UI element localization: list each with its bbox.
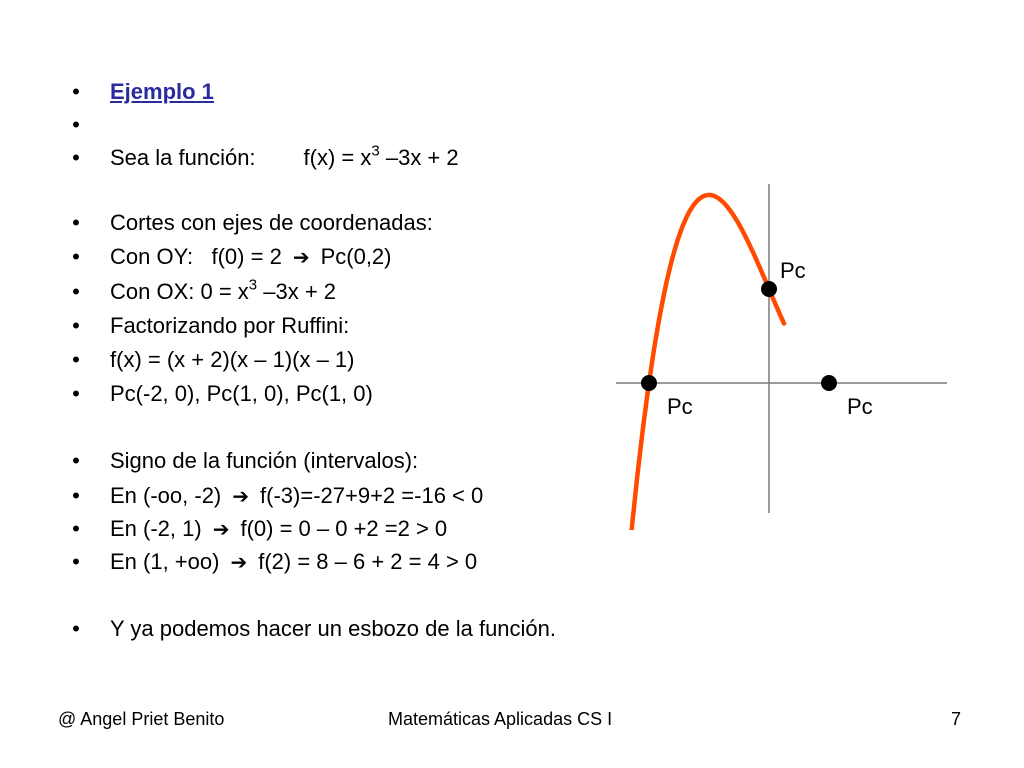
bullet-text [110,77,214,107]
bullet-dot: • [72,145,80,170]
bullet-text [110,446,418,476]
bullet-dot: • [72,616,80,641]
arrow-left-text: En (-2, 1) [110,516,202,541]
points-layer [641,281,837,391]
function-intro-label: Sea la función: [110,145,256,170]
bullet-text [110,547,477,577]
point-label-left-cut: Pc [667,394,693,419]
point-label-y-cut: Pc [780,258,806,283]
bullet-dot: • [72,516,80,541]
bullet-text [110,345,355,375]
function-graph [600,140,970,530]
arrow-left-text: En (1, +oo) [110,549,220,574]
footer-course: Matemáticas Aplicadas CS I [388,709,613,729]
bullet-dot: • [72,112,80,137]
point-label-right-cut: Pc [847,394,873,419]
exponent: 3 [371,142,380,160]
critical-point-marker [761,281,777,297]
slide-title-link[interactable]: Ejemplo 1 [110,79,214,104]
bullet-text [110,481,483,511]
arrow-right-text: f(0) = 0 – 0 +2 =2 > 0 [240,516,448,541]
critical-point-marker [641,375,657,391]
right-arrow-icon: ➔ [230,550,248,574]
equation-right: –3x + 2 [257,279,337,304]
bullet-text [110,277,336,307]
bullet-dot: • [72,347,80,372]
bullet-dot: • [72,381,80,406]
bullet-dot: • [72,549,80,574]
bullet-text [110,242,392,272]
arrow-left-text: Con OY: f(0) = 2 [110,244,282,269]
arrow-left-text: En (-oo, -2) [110,483,222,508]
bullet-label: Pc(-2, 0), Pc(1, 0), Pc(1, 0) [110,381,373,406]
exponent: 3 [248,276,258,294]
function-expression-rest: –3x + 2 [379,145,459,170]
arrow-right-text: f(-3)=-27+9+2 =-16 < 0 [260,483,484,508]
bullet-text [110,379,373,409]
right-arrow-icon: ➔ [232,484,250,508]
footer-page-number: 7 [951,709,962,729]
right-arrow-icon: ➔ [212,517,230,541]
equation-left: Con OX: 0 = x [110,279,249,304]
bullet-dot: • [72,244,80,269]
function-expression: f(x) = x [303,145,372,170]
arrow-right-text: f(2) = 8 – 6 + 2 = 4 > 0 [258,549,478,574]
bullet-dot: • [72,448,80,473]
bullet-dot: • [72,313,80,338]
bullet-label: Factorizando por Ruffini: [110,313,350,338]
bullet-text [110,614,556,644]
bullet-label: Y ya podemos hacer un esbozo de la función. [110,616,557,641]
bullet-dot: • [72,483,80,508]
bullet-text [110,208,433,238]
bullet-label: Signo de la función (intervalos): [110,448,419,473]
bullet-dot: • [72,79,80,104]
critical-point-marker [821,375,837,391]
bullet-label: Cortes con ejes de coordenadas: [110,210,433,235]
bullet-text [110,311,349,341]
bullet-text [110,514,447,544]
arrow-right-text: Pc(0,2) [320,244,392,269]
bullet-text [110,143,459,173]
function-curve [613,195,784,530]
footer-author: @ Angel Priet Benito [58,709,225,729]
right-arrow-icon: ➔ [292,245,310,269]
bullet-label: f(x) = (x + 2)(x – 1)(x – 1) [110,347,355,372]
bullet-dot: • [72,210,80,235]
bullet-dot: • [72,279,80,304]
